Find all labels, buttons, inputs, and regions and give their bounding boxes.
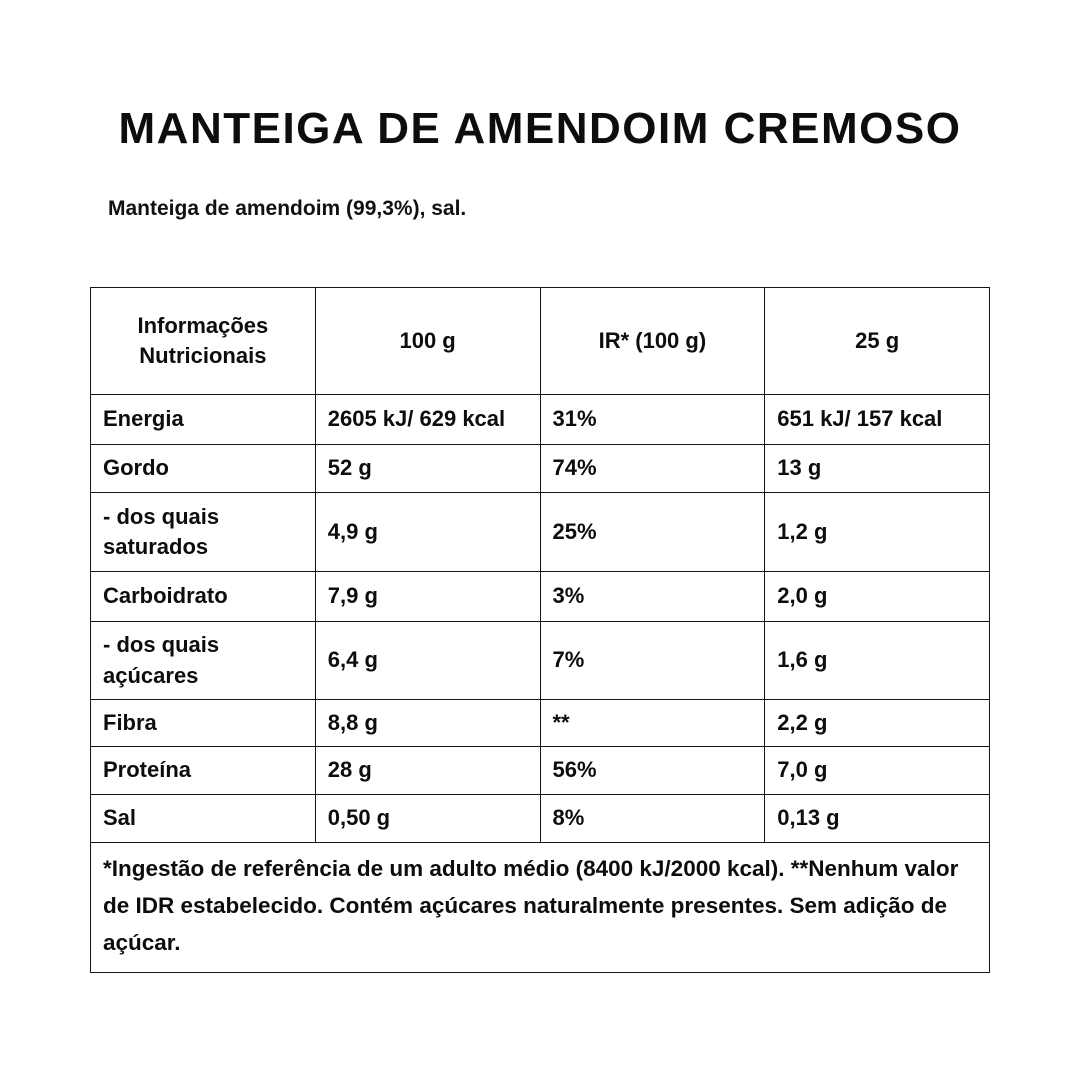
table-row-fibra: [91, 700, 990, 747]
col-header-25g: 25 g: [765, 288, 990, 395]
table-row-saturados: [91, 493, 990, 572]
value-100g: 6,4 g: [315, 622, 540, 700]
value-ir-100g: 3%: [540, 572, 765, 622]
row-label: Sal: [91, 795, 316, 843]
value-ir-100g: 31%: [540, 395, 765, 445]
value-100g: 8,8 g: [315, 700, 540, 747]
row-label: - dos quais saturados: [91, 493, 316, 572]
row-label: - dos quais açúcares: [91, 622, 316, 700]
value-ir-100g: 56%: [540, 747, 765, 795]
value-25g: 0,13 g: [765, 795, 990, 843]
value-25g: 1,2 g: [765, 493, 990, 572]
value-ir-100g: 74%: [540, 445, 765, 493]
nutrition-table: [90, 287, 990, 973]
value-25g: 2,2 g: [765, 700, 990, 747]
table-header-row: [91, 288, 990, 395]
table-row-gordo: [91, 445, 990, 493]
value-100g: 4,9 g: [315, 493, 540, 572]
value-ir-100g: 7%: [540, 622, 765, 700]
product-title: MANTEIGA DE AMENDOIM CREMOSO: [118, 104, 962, 153]
footnote: *Ingestão de referência de um adulto médio (8400 kJ/2000 kcal). **Nenhum valor de IDR estabelecido. Contém açúcares naturalmente presentes. Sem adição de açúcar.: [91, 843, 990, 973]
table-row-energia: [91, 395, 990, 445]
value-100g: 7,9 g: [315, 572, 540, 622]
value-25g: 7,0 g: [765, 747, 990, 795]
col-header-100g: 100 g: [315, 288, 540, 395]
value-ir-100g: 8%: [540, 795, 765, 843]
row-label: Carboidrato: [91, 572, 316, 622]
table-row-acucares: [91, 622, 990, 700]
table-row-proteina: [91, 747, 990, 795]
value-100g: 2605 kJ/ 629 kcal: [315, 395, 540, 445]
row-label: Proteína: [91, 747, 316, 795]
row-label: Energia: [91, 395, 316, 445]
ingredients-line: Manteiga de amendoim (99,3%), sal.: [108, 196, 467, 220]
table-row-sal: [91, 795, 990, 843]
row-label: Gordo: [91, 445, 316, 493]
value-100g: 28 g: [315, 747, 540, 795]
col-header-nutrition-info: Informações Nutricionais: [91, 288, 316, 395]
value-ir-100g: **: [540, 700, 765, 747]
value-25g: 1,6 g: [765, 622, 990, 700]
value-25g: 2,0 g: [765, 572, 990, 622]
table-footnote-row: [91, 843, 990, 973]
row-label: Fibra: [91, 700, 316, 747]
value-ir-100g: 25%: [540, 493, 765, 572]
col-header-ir-100g: IR* (100 g): [540, 288, 765, 395]
value-25g: 13 g: [765, 445, 990, 493]
value-25g: 651 kJ/ 157 kcal: [765, 395, 990, 445]
table-row-carboidrato: [91, 572, 990, 622]
value-100g: 52 g: [315, 445, 540, 493]
value-100g: 0,50 g: [315, 795, 540, 843]
